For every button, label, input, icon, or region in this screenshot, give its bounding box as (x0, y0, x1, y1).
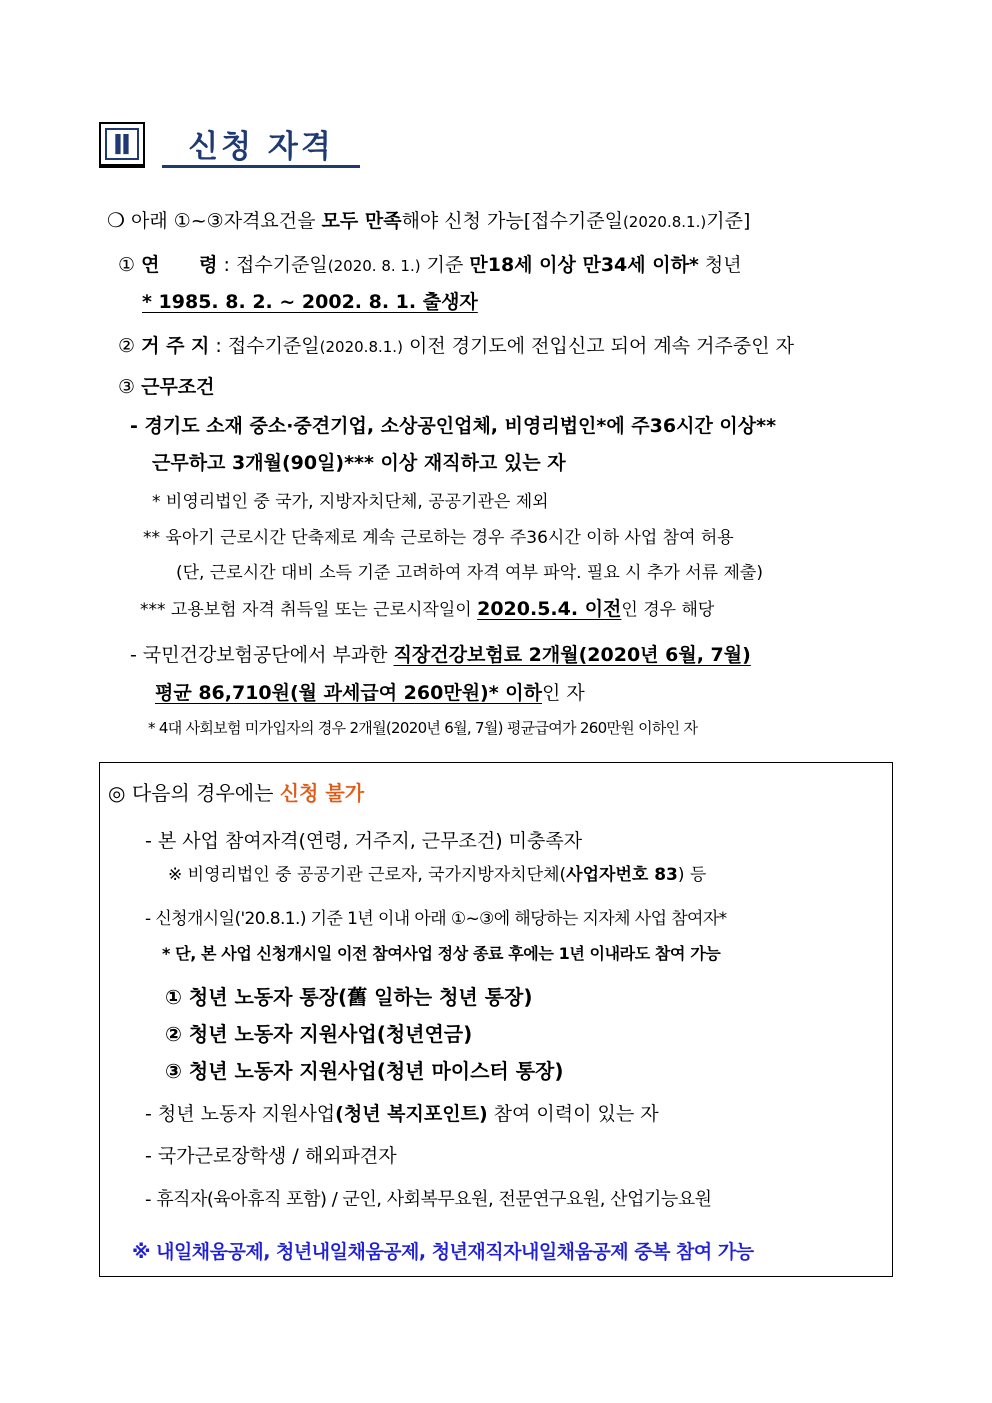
intro-text: 기준] (706, 210, 751, 232)
work-label: 근무조건 (141, 376, 215, 398)
program-2: ② 청년 노동자 지원사업(청년연금) (165, 1022, 473, 1046)
notice-item-5: - 휴직자(육아휴직 포함) / 군인, 사회복무요원, 전문연구요원, 산업기능요원 (145, 1189, 712, 1210)
program-1: ① 청년 노동자 통장(舊 일하는 청년 통장) (165, 985, 533, 1009)
work-note-2-cont: (단, 근로시간 대비 소득 기준 고려하여 자격 여부 파악. 필요 시 추가 서류 제출) (176, 563, 763, 583)
notice-heading (108, 777, 364, 806)
work-note-3 (140, 594, 714, 621)
residence-label: 거 주 지 (141, 335, 210, 357)
duplicate-participation-note: ※ 내일채움공제, 청년내일채움공제, 청년재직자내일채움공제 중복 참여 가능 (132, 1241, 754, 1263)
item-text: 참여 이력이 있는 자 (487, 1103, 659, 1125)
age-label: 연 령 (141, 254, 218, 276)
notice-item-1: - 본 사업 참여자격(연령, 거주지, 근무조건) 미충족자 (145, 830, 583, 852)
item-number: ① (118, 254, 136, 276)
work-condition-1-cont: 근무하고 3개월(90일)*** 이상 재직하고 있는 자 (152, 452, 566, 474)
intro-emphasis: 모두 만족 (321, 210, 402, 232)
notice-item-2-note: * 단, 본 사업 신청개시일 이전 참여사업 정상 종료 후에는 1년 이내라도 참여 가능 (162, 944, 721, 963)
notice-item-2: - 신청개시일('20.8.1.) 기준 1년 이내 아래 ①~③에 해당하는 지자체 사업 참여자* (145, 909, 727, 929)
work-condition-2-note: * 4대 사회보험 미가입자의 경우 2개월(2020년 6월, 7월) 평균급여가 260만원 이하인 자 (148, 719, 698, 737)
note-text: 인 경우 해당 (621, 600, 715, 620)
intro-date: (2020.8.1.) (622, 213, 707, 231)
notice-item-4: - 국가근로장학생 / 해외파견자 (145, 1145, 397, 1167)
note-emphasis: 사업자번호 83 (566, 865, 678, 885)
residence-line (118, 331, 794, 358)
work-condition-1: - 경기도 소재 중소·중견기업, 소상공인업체, 비영리법인*에 주36시간 이상** (130, 415, 777, 437)
condition-text: - 국민건강보험공단에서 부과한 (130, 644, 394, 666)
residence-text: 이전 경기도에 전입신고 되어 계속 거주중인 자 (402, 335, 794, 357)
item-text: - 청년 노동자 지원사업 (145, 1103, 336, 1125)
program-3: ③ 청년 노동자 지원사업(청년 마이스터 통장) (165, 1059, 564, 1083)
intro-text: 해야 신청 가능[접수기준일 (401, 210, 623, 232)
intro-text: 아래 ①~③자격요건을 (130, 210, 322, 232)
age-text: 기준 (420, 254, 470, 276)
age-range: 만18세 이상 만34세 이하* (469, 254, 699, 276)
notice-heading-text: 다음의 경우에는 (131, 781, 280, 805)
notice-item-3 (145, 1099, 659, 1126)
note-text: *** 고용보험 자격 취득일 또는 근로시작일이 (140, 600, 478, 620)
note-text: ) 등 (677, 865, 707, 885)
residence-text: : 접수기준일 (209, 335, 320, 357)
notice-heading-emphasis: 신청 불가 (279, 781, 365, 805)
section-title: 신청 자격 (162, 122, 360, 168)
section-number: Ⅱ (99, 122, 145, 168)
work-note-2: ** 육아기 근로시간 단축제로 계속 근로하는 경우 주36시간 이하 사업 참여 허용 (143, 528, 734, 548)
intro-line (107, 206, 750, 233)
age-birth-note: * 1985. 8. 2. ~ 2002. 8. 1. 출생자 (142, 291, 478, 313)
work-note-1: * 비영리법인 중 국가, 지방자치단체, 공공기관은 제외 (152, 492, 549, 512)
item-number: ③ (118, 376, 136, 398)
notice-item-1-note (168, 860, 706, 885)
age-line (118, 250, 742, 277)
note-date: 2020.5.4. 이전 (477, 598, 622, 620)
double-circle-icon: ◎ (108, 781, 126, 805)
residence-date: (2020.8.1.) (319, 338, 403, 356)
work-heading (118, 372, 215, 399)
circle-bullet-icon: ❍ (107, 208, 125, 232)
item-number: ② (118, 335, 136, 357)
note-text: ※ 비영리법인 중 공공기관 근로자, 국가지방자치단체( (168, 865, 567, 885)
age-date: (2020. 8. 1.) (327, 257, 421, 275)
item-emphasis: (청년 복지포인트) (335, 1103, 488, 1125)
condition-text: 인 자 (542, 682, 585, 704)
age-text: : 접수기준일 (217, 254, 328, 276)
work-condition-2 (130, 640, 751, 667)
age-text: 청년 (698, 254, 742, 276)
condition-emphasis: 직장건강보험료 2개월(2020년 6월, 7월) (393, 644, 751, 666)
condition-emphasis: 평균 86,710원(월 과세급여 260만원)* 이하 (155, 682, 542, 704)
work-condition-2-cont (155, 678, 585, 705)
